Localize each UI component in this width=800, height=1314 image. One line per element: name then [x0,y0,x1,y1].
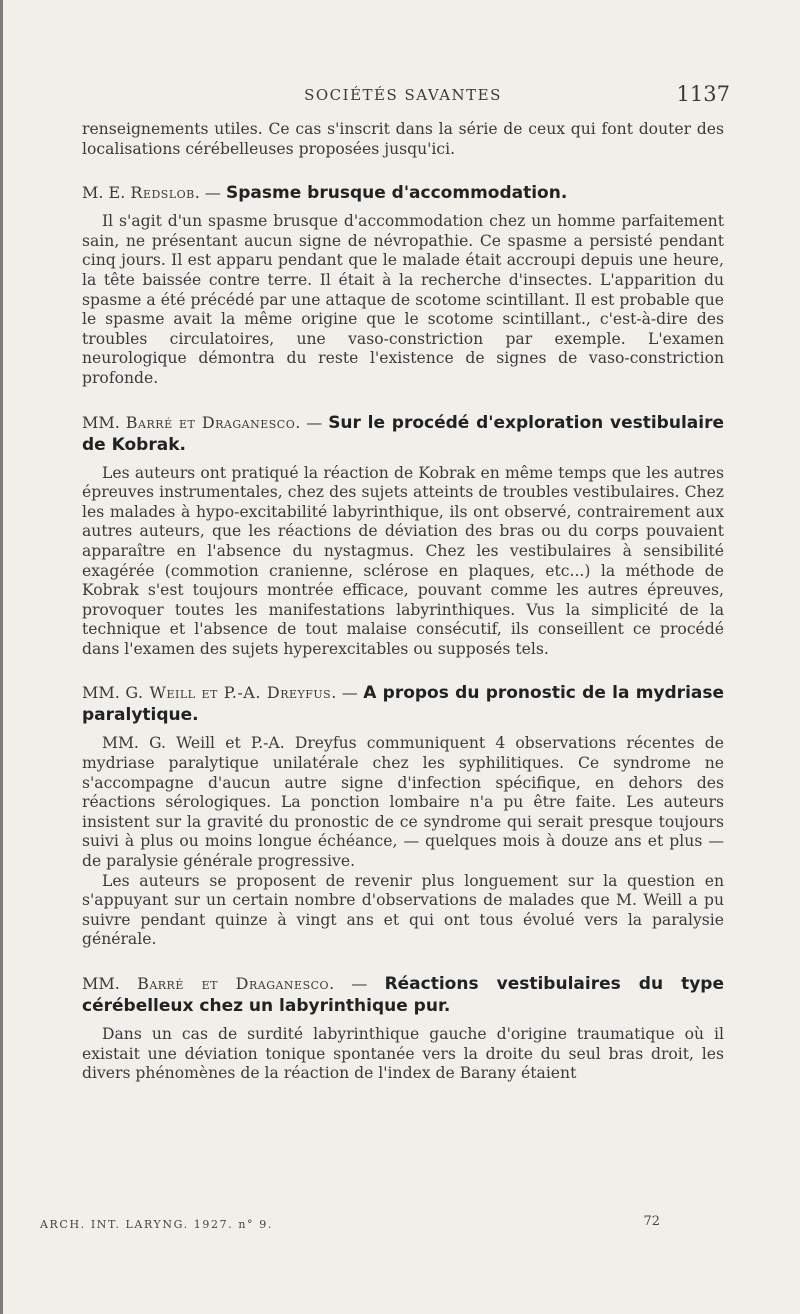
running-title: SOCIÉTÉS SAVANTES [304,86,502,104]
journal-reference: ARCH. INT. LARYNG. 1927. n° 9. [40,1218,273,1231]
page-header [82,78,730,112]
author-names: Redslob [130,183,195,203]
section-heading: M. E. Redslob. — Spasme brusque d'accommodation. [82,183,568,204]
section-title: Sur le procédé d'exploration vestibulaire de Kobrak. [82,412,724,455]
body-paragraph: Dans un cas de surdité labyrinthique gauche d'origine traumatique où il existait une déviation tonique spontanée vers la droite du seul bras droit, les divers phénomènes de la réaction de l'index de Barany étaient [82,1025,724,1083]
author-names: Barré et Draganesco [137,974,330,993]
body-paragraph: MM. G. Weill et P.-A. Dreyfus communiquent 4 observations récentes de mydriase paralytique unilatérale chez les syphilitiques. Ce syndrome ne s'accompagne d'aucun autre signe d'infection spécifique, en dehors des réactions sérologiques. La ponction lombaire n'a pu être faite. Les auteurs insistent sur la gravité du pronostic de ce syndrome qui serait presque toujours suivi à plus ou moins longue échéance, — quelques mois à douze ans et plus — de paralysie générale progressive. [82,734,724,871]
page-number: 1137 [676,82,730,106]
section-heading: MM. Barré et Draganesco. — Réactions vestibulaires du type cérébelleux chez un labyrinthique pur. [82,974,724,1016]
continuation-paragraph: renseignements utiles. Ce cas s'inscrit dans la série de ceux qui font douter des localisations cérébelleuses proposées jusqu'ici. [82,120,724,158]
section-title: Réactions vestibulaires du type cérébelleux chez un labyrinthique pur. [82,974,724,1016]
page-edge-shadow [0,0,3,1314]
section-title: Spasme brusque d'accommodation. [226,183,568,204]
signature-mark: 72 [643,1214,660,1229]
body-paragraph: Les auteurs se proposent de revenir plus longuement sur la question en s'appuyant sur un certain nombre d'observations de malades que M. Weill a pu suivre pendant quinze à vingt ans et qui ont tous évolué vers la paralysie générale. [82,871,724,949]
section-heading: MM. Barré et Draganesco. — Sur le procédé d'exploration vestibulaire de Kobrak. [82,412,724,455]
document-page [82,78,730,1084]
author-names: Barré et Draganesco [125,412,296,432]
section-heading: MM. G. Weill et P.-A. Dreyfus. — A propos du pronostic de la mydriase paralytique. [82,683,725,726]
author-names: G. Weill et P.-A. Dreyfus [125,683,332,703]
body-paragraph: Il s'agit d'un spasme brusque d'accommodation chez un homme parfaitement sain, ne présentant aucun signe de névropathie. Ce spasme a persisté pendant cinq jours. Il est apparu pendant que le malade était accroupi depuis une heure, la tête baissée contre terre. Il était à la recherche d'insectes. L'apparition du spasme a été précédé par une attaque de scotome scintillant. Il est probable que le spasme avait la même origine que le scotome scintillant., c'est-à-dire des troubles circulatoires, une vaso-constriction par exemple. L'examen neurologique démontra du reste l'existence de signes de vaso-constriction profonde. [82,212,724,387]
body-paragraph: Les auteurs ont pratiqué la réaction de Kobrak en même temps que les autres épreuves instrumentales, chez des sujets atteints de troubles vestibulaires. Chez les malades à hypo-excitabilité labyrinthique, ils ont observé, contrairement aux autres auteurs, que les réactions de déviation des bras ou du corps pouvaient apparaître en l'absence du nystagmus. Chez les vestibulaires à sensibilité exagérée (commotion cranienne, sclérose en plaques, etc...) la méthode de Kobrak s'est toujours montrée efficace, pouvant comme les autres épreuves, provoquer toutes les manifestations labyrinthiques. Vus la simplicité de la technique et l'absence de tout malaise consécutif, ils conseillent ce procédé dans l'examen des sujets hyperexcitables ou supposés tels. [82,463,724,658]
section-title: A propos du pronostic de la mydriase paralytique. [82,683,725,726]
